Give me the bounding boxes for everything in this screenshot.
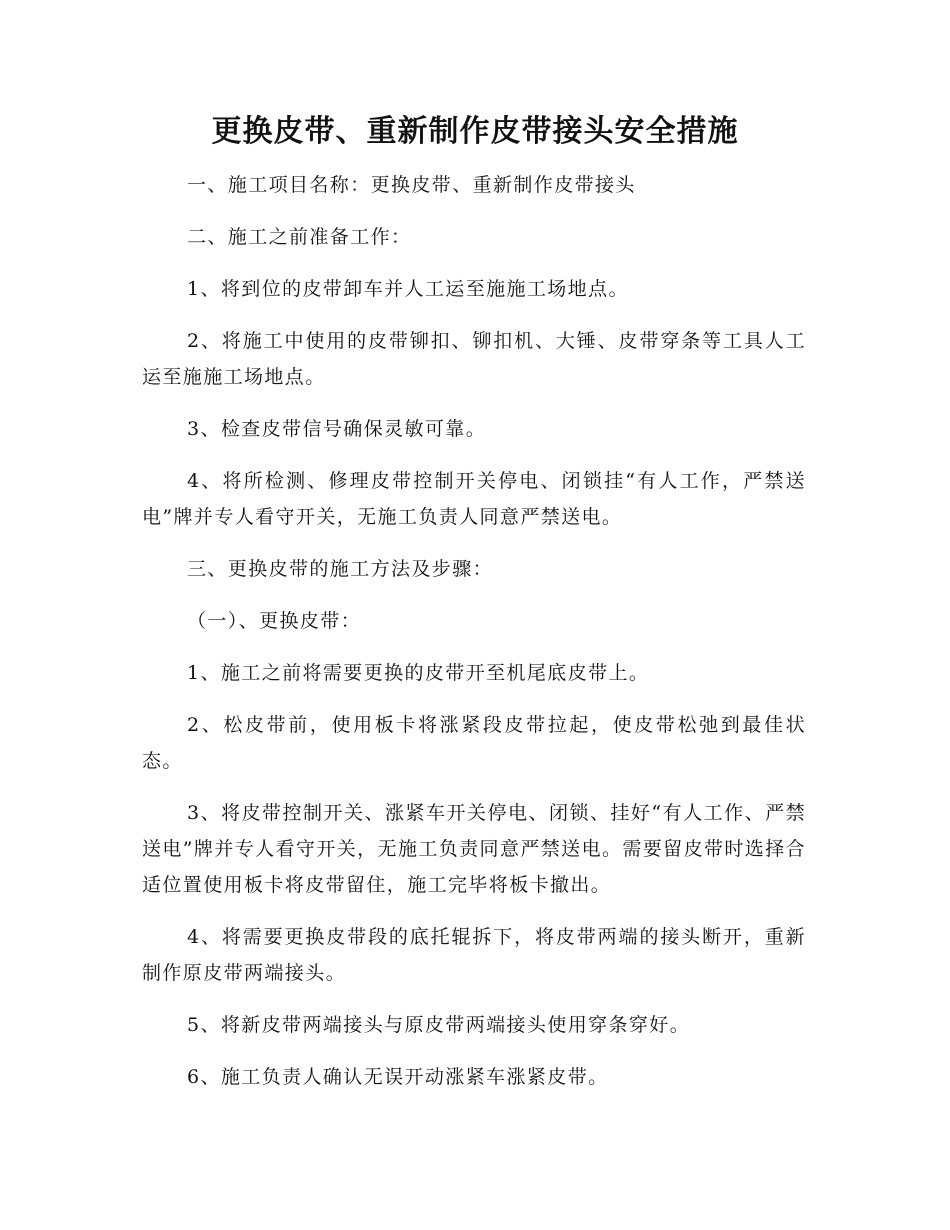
- document-title: 更换皮带、重新制作皮带接头安全措施: [211, 114, 739, 149]
- paragraph-method-step-5: 5、将新皮带两端接头与原皮带两端接头使用穿条穿好。: [187, 1014, 691, 1036]
- paragraph-method-heading: 三、更换皮带的施工方法及步骤：: [187, 558, 494, 580]
- paragraph-prep-step-2: 2、将施工中使用的皮带铆扣、铆扣机、大锤、皮带穿条等工具人工运至施施工场地点。: [142, 330, 806, 388]
- paragraph-method-step-6: 6、施工负责人确认无误开动涨紧车涨紧皮带。: [187, 1066, 609, 1088]
- paragraph-method-step-3: 3、将皮带控制开关、涨紧车开关停电、闭锁、挂好“有人工作、严禁送电”牌并专人看守开关，无施工负责同意严禁送电。需要留皮带时选择合适位置使用板卡将皮带留住，施工完毕将板卡撤出。: [142, 802, 806, 896]
- paragraph-method-step-1: 1、施工之前将需要更换的皮带开至机尾底皮带上。: [187, 662, 650, 684]
- paragraph-preparation-heading: 二、施工之前准备工作：: [187, 226, 412, 248]
- paragraph-prep-step-3: 3、检查皮带信号确保灵敏可靠。: [187, 418, 487, 440]
- paragraph-method-step-2: 2、松皮带前，使用板卡将涨紧段皮带拉起，使皮带松弛到最佳状态。: [142, 714, 806, 772]
- paragraph-prep-step-1: 1、将到位的皮带卸车并人工运至施施工场地点。: [187, 278, 629, 300]
- paragraph-prep-step-4: 4、将所检测、修理皮带控制开关停电、闭锁挂“有人工作，严禁送电”牌并专人看守开关，无施工负责人同意严禁送电。: [142, 470, 806, 528]
- paragraph-project-name: 一、施工项目名称：更换皮带、重新制作皮带接头: [187, 174, 636, 196]
- document-body: [142, 167, 806, 1095]
- paragraph-method-step-4: 4、将需要更换皮带段的底托辊拆下，将皮带两端的接头断开，重新制作原皮带两端接头。: [142, 926, 806, 984]
- paragraph-subsection-heading: （一）、更换皮带：: [187, 610, 362, 632]
